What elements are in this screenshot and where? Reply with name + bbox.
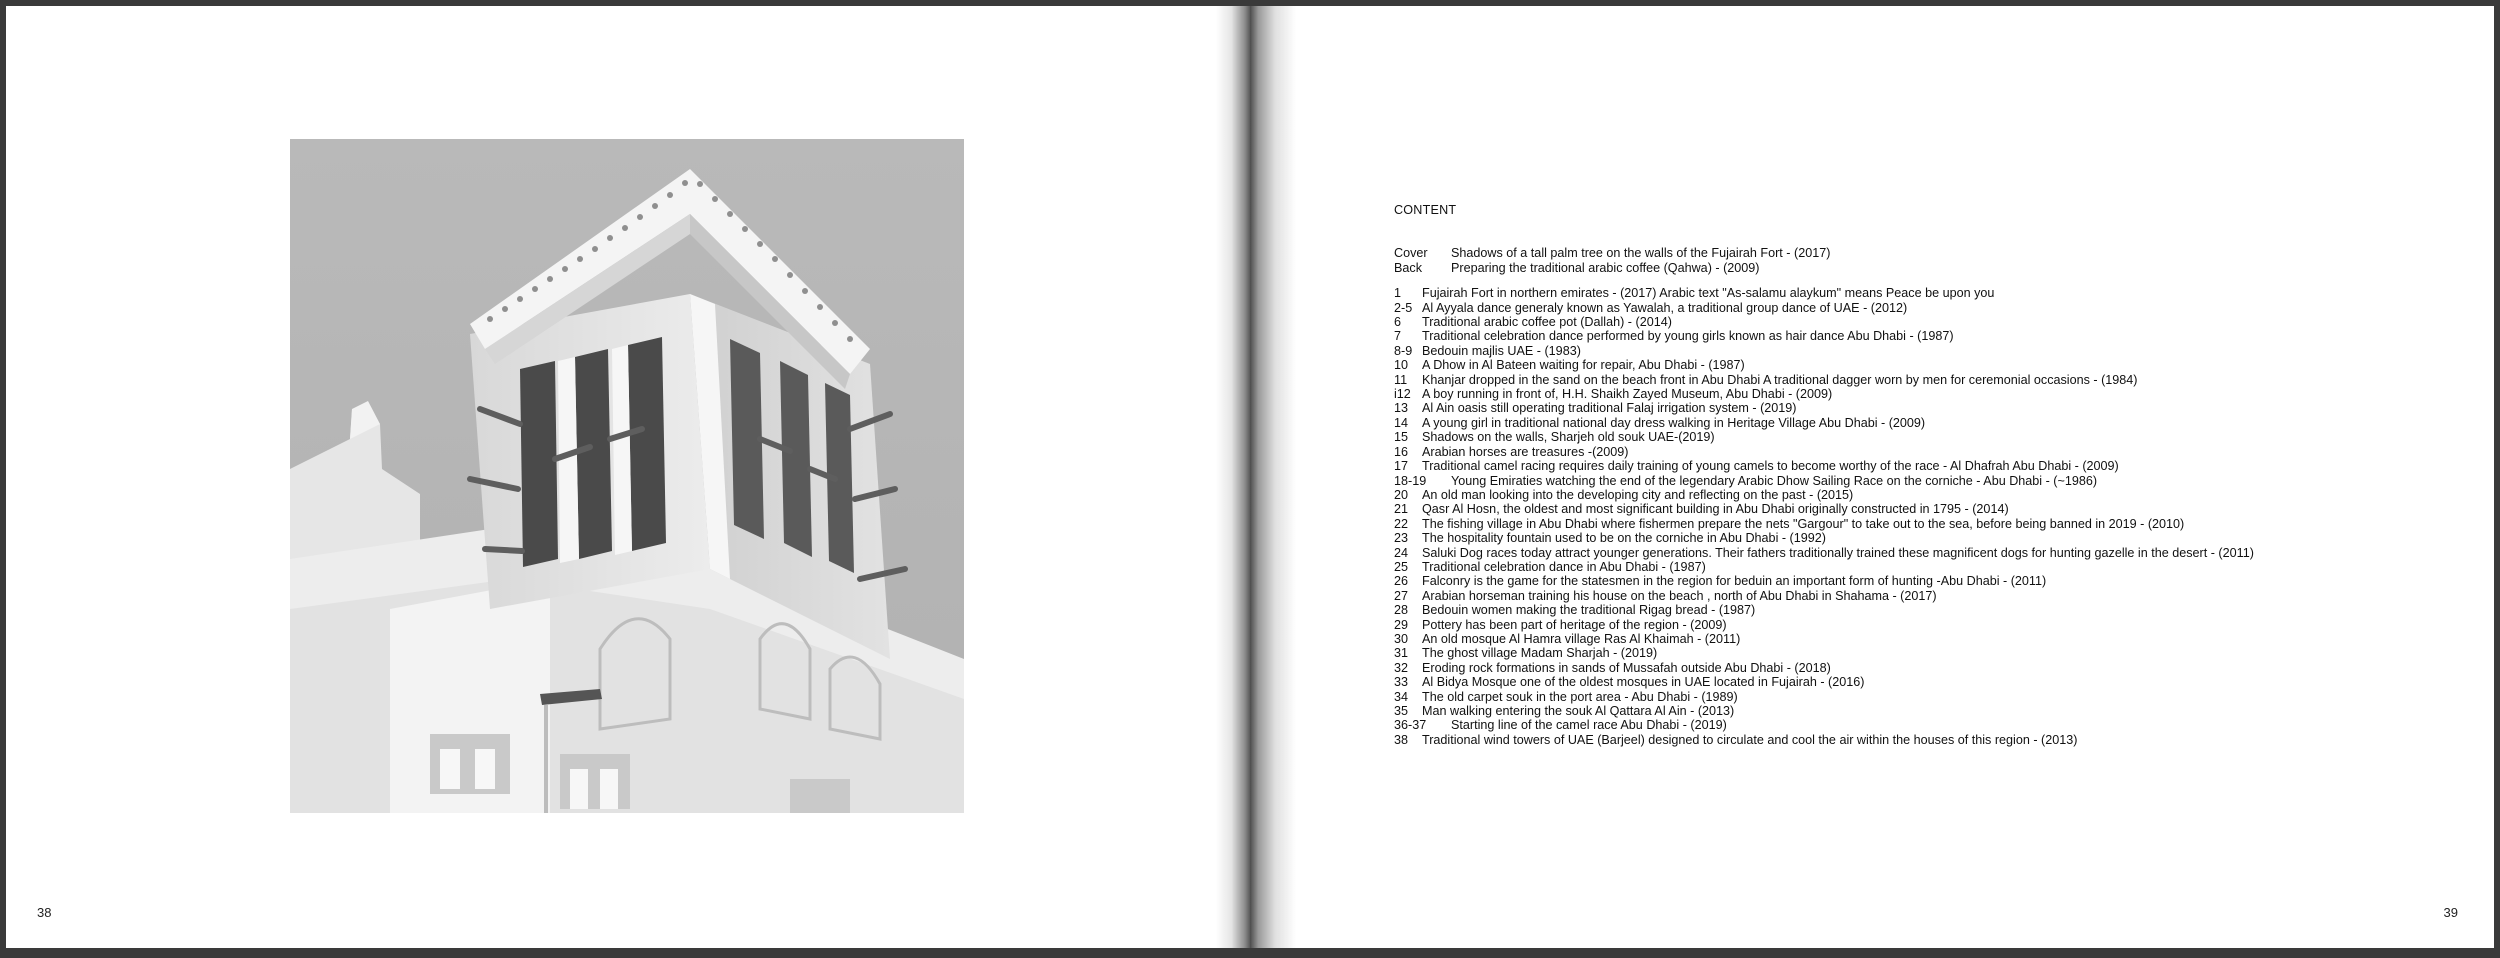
entry-text: Khanjar dropped in the sand on the beach front in Abu Dhabi A traditional dagger worn by men for ceremonial occasions - (1984) bbox=[1422, 372, 2138, 387]
content-entry bbox=[1394, 531, 2454, 545]
entry-page-number: 38 bbox=[1394, 732, 1409, 747]
content-entry bbox=[1394, 618, 2454, 632]
right-page bbox=[1250, 6, 2494, 948]
entry-page-number: 21 bbox=[1394, 502, 1409, 517]
entry-page-number: 36-37 bbox=[1394, 718, 1427, 733]
content-entries bbox=[1394, 286, 2454, 747]
entry-text: The old carpet souk in the port area - Abu Dhabi - (1989) bbox=[1422, 689, 1738, 704]
content-entry bbox=[1394, 589, 2454, 603]
entry-label: Back bbox=[1394, 260, 1422, 275]
entry-text: Starting line of the camel race Abu Dhabi - (2019) bbox=[1451, 718, 1727, 733]
table-of-contents bbox=[1394, 203, 2454, 747]
entry-page-number: 14 bbox=[1394, 415, 1409, 430]
content-entry bbox=[1394, 661, 2454, 675]
entry-page-number: 10 bbox=[1394, 358, 1409, 373]
entry-page-number: 16 bbox=[1394, 444, 1409, 459]
entry-page-number: 13 bbox=[1394, 401, 1409, 416]
entry-text: Traditional wind towers of UAE (Barjeel) designed to circulate and cool the air within the houses of this region - (2013) bbox=[1422, 732, 2078, 747]
gutter-shadow-left bbox=[1216, 6, 1250, 948]
entry-text: Shadows of a tall palm tree on the walls of the Fujairah Fort - (2017) bbox=[1451, 246, 1831, 261]
content-entry bbox=[1394, 675, 2454, 689]
entry-page-number: 24 bbox=[1394, 545, 1409, 560]
entry-page-number: 31 bbox=[1394, 646, 1409, 661]
content-entry bbox=[1394, 329, 2454, 343]
wind-tower-photo bbox=[290, 139, 964, 813]
entry-page-number: 30 bbox=[1394, 631, 1409, 646]
entry-page-number: 15 bbox=[1394, 430, 1409, 445]
entry-page-number: 20 bbox=[1394, 487, 1409, 502]
book-spread bbox=[6, 6, 2494, 948]
content-entry bbox=[1394, 474, 2454, 488]
entry-text: Al Ain oasis still operating traditional Falaj irrigation system - (2019) bbox=[1422, 401, 1797, 416]
content-entry bbox=[1394, 459, 2454, 473]
content-entry bbox=[1394, 315, 2454, 329]
content-entry bbox=[1394, 704, 2454, 718]
entry-text: Pottery has been part of heritage of the region - (2009) bbox=[1422, 617, 1727, 632]
entry-text: Man walking entering the souk Al Qattara Al Ain - (2013) bbox=[1422, 704, 1735, 718]
entry-text: A young girl in traditional national day dress walking in Heritage Village Abu Dhabi - (2009) bbox=[1422, 415, 1926, 430]
entry-text: Bedouin majlis UAE - (1983) bbox=[1422, 343, 1581, 358]
content-entry bbox=[1394, 690, 2454, 704]
entry-page-number: 17 bbox=[1394, 459, 1409, 474]
back-entry bbox=[1394, 261, 2454, 275]
entry-page-number: 35 bbox=[1394, 704, 1409, 718]
content-entry bbox=[1394, 574, 2454, 588]
entry-text: A Dhow in Al Bateen waiting for repair, Abu Dhabi - (1987) bbox=[1422, 358, 1745, 373]
entry-text: Traditional celebration dance performed by young girls known as hair dance Abu Dhabi - (1987) bbox=[1422, 329, 1954, 344]
gutter-shadow-right bbox=[1250, 6, 1296, 948]
entry-page-number: 25 bbox=[1394, 559, 1409, 574]
entry-text: Eroding rock formations in sands of Mussafah outside Abu Dhabi - (2018) bbox=[1422, 660, 1831, 675]
entry-page-number: i12 bbox=[1394, 387, 1411, 402]
content-entry bbox=[1394, 430, 2454, 444]
entry-text: An old mosque Al Hamra village Ras Al Khaimah - (2011) bbox=[1422, 631, 1741, 646]
entry-text: Qasr Al Hosn, the oldest and most significant building in Abu Dhabi originally constructed in 1795 - (2014) bbox=[1422, 502, 2009, 517]
content-entry bbox=[1394, 603, 2454, 617]
entry-page-number: 22 bbox=[1394, 516, 1409, 531]
entry-text: The ghost village Madam Sharjah - (2019) bbox=[1422, 646, 1658, 661]
entry-text: Al Bidya Mosque one of the oldest mosques in UAE located in Fujairah - (2016) bbox=[1422, 675, 1865, 690]
entry-text: Shadows on the walls, Sharjeh old souk UAE-(2019) bbox=[1422, 430, 1715, 445]
entry-page-number: 8-9 bbox=[1394, 343, 1413, 358]
entry-page-number: 26 bbox=[1394, 574, 1409, 589]
entry-page-number: 28 bbox=[1394, 603, 1409, 618]
entry-text: Young Emiraties watching the end of the legendary Arabic Dhow Sailing Race on the corniche - Abu Dhabi - (~1986) bbox=[1451, 473, 2098, 488]
content-entry bbox=[1394, 546, 2454, 560]
entry-page-number: 7 bbox=[1394, 329, 1402, 344]
content-entry bbox=[1394, 358, 2454, 372]
entry-page-number: 32 bbox=[1394, 660, 1409, 675]
entry-page-number: 2-5 bbox=[1394, 300, 1413, 315]
entry-text: Traditional celebration dance in Abu Dhabi - (1987) bbox=[1422, 559, 1706, 574]
entry-page-number: 27 bbox=[1394, 588, 1409, 603]
entry-text: Arabian horseman training his house on the beach , north of Abu Dhabi in Shahama - (2017) bbox=[1422, 588, 1937, 603]
left-page-number: 38 bbox=[37, 905, 52, 920]
cover-entry bbox=[1394, 246, 2454, 260]
cover-entries bbox=[1394, 246, 2454, 275]
entry-page-number: 23 bbox=[1394, 531, 1409, 546]
entry-text: Saluki Dog races today attract younger generations. Their fathers traditionally trained these magnificent dogs for hunting gazelle in the desert - (2011) bbox=[1422, 545, 2254, 560]
entry-text: Bedouin women making the traditional Rigag bread - (1987) bbox=[1422, 603, 1756, 618]
content-title: CONTENT bbox=[1394, 203, 1457, 217]
content-entry bbox=[1394, 344, 2454, 358]
content-entry bbox=[1394, 286, 2454, 300]
entry-text: A boy running in front of, H.H. Shaikh Zayed Museum, Abu Dhabi - (2009) bbox=[1422, 387, 1833, 402]
entry-text: Al Ayyala dance generaly known as Yawalah, a traditional group dance of UAE - (2012) bbox=[1422, 300, 1908, 315]
entry-text: The fishing village in Abu Dhabi where fishermen prepare the nets "Gargour" to take out to the sea, before being banned in 2019 - (2010) bbox=[1422, 516, 2185, 531]
entry-text: Preparing the traditional arabic coffee (Qahwa) - (2009) bbox=[1451, 260, 1760, 275]
entry-label: Cover bbox=[1394, 246, 1428, 261]
right-page-number: 39 bbox=[2443, 905, 2458, 920]
content-entry bbox=[1394, 401, 2454, 415]
content-entry bbox=[1394, 632, 2454, 646]
entry-page-number: 1 bbox=[1394, 286, 1402, 301]
content-entry bbox=[1394, 560, 2454, 574]
content-entry bbox=[1394, 387, 2454, 401]
content-entry bbox=[1394, 646, 2454, 660]
entry-page-number: 18-19 bbox=[1394, 473, 1427, 488]
content-entry bbox=[1394, 502, 2454, 516]
entry-page-number: 34 bbox=[1394, 689, 1409, 704]
content-entry bbox=[1394, 488, 2454, 502]
content-entry bbox=[1394, 416, 2454, 430]
content-entry bbox=[1394, 445, 2454, 459]
entry-text: Arabian horses are treasures -(2009) bbox=[1422, 444, 1629, 459]
entry-text: The hospitality fountain used to be on the corniche in Abu Dhabi - (1992) bbox=[1422, 531, 1826, 546]
entry-text: Traditional arabic coffee pot (Dallah) - (2014) bbox=[1422, 315, 1672, 330]
content-entry bbox=[1394, 733, 2454, 747]
entry-text: Falconry is the game for the statesmen in the region for beduin an important form of hunting -Abu Dhabi - (2011) bbox=[1422, 574, 2047, 589]
content-entry bbox=[1394, 517, 2454, 531]
entry-page-number: 29 bbox=[1394, 617, 1409, 632]
content-entry bbox=[1394, 301, 2454, 315]
entry-text: Fujairah Fort in northern emirates - (2017) Arabic text "As-salamu alaykum" means Peace be upon you bbox=[1422, 286, 1995, 301]
entry-text: Traditional camel racing requires daily training of young camels to become worthy of the race - Al Dhafrah Abu Dhabi - (2009) bbox=[1422, 459, 2119, 474]
content-entry bbox=[1394, 373, 2454, 387]
entry-text: An old man looking into the developing city and reflecting on the past - (2015) bbox=[1422, 487, 1854, 502]
left-page bbox=[6, 6, 1250, 948]
entry-page-number: 6 bbox=[1394, 315, 1402, 330]
content-entry bbox=[1394, 718, 2454, 732]
entry-page-number: 33 bbox=[1394, 675, 1409, 690]
entry-page-number: 11 bbox=[1394, 372, 1408, 387]
